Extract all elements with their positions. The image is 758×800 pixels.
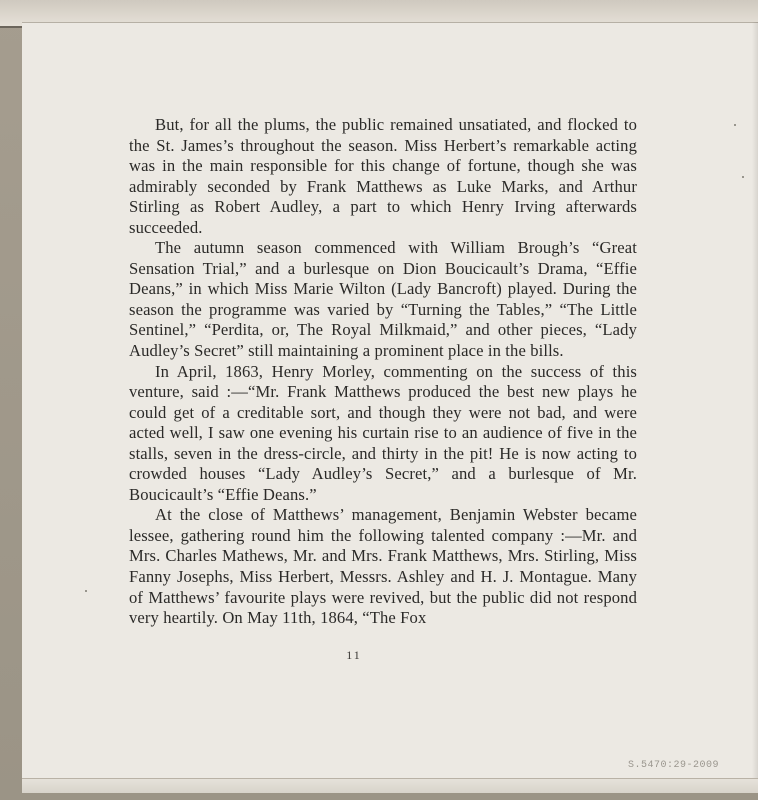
paragraph: The autumn season commenced with William Brough’s “Great Sensation Trial,” and a burlesque on Dion Boucicault’s Drama, “Effie Deans,” in which Miss Marie Wilton (Lady Bancroft) played. During the season the programme was varied by “Turning the Tables,” “The Little Sentinel,” “Perdita, or, The Royal Milkmaid,” and other pieces, “Lady Audley’s Secret” still maintaining a prominent place in the bills. xyxy=(129,238,637,361)
paper-speck xyxy=(742,176,744,178)
page-number: 11 xyxy=(346,648,362,662)
page-bottom-edge xyxy=(22,778,758,793)
paper-speck xyxy=(85,590,87,592)
paragraph: In April, 1863, Henry Morley, commenting on the success of this venture, said :—“Mr. Frank Matthews produced the best new plays he could get of a creditable sort, and though they were not bad, and were acted well, I saw one evening his curtain rise to an audience of five in the stalls, seven in the dress-circle, and thirty in the pit! He is now acting to crowded houses “Lady Audley’s Secret,” and a burlesque of Mr. Boucicault’s “Effie Deans.” xyxy=(129,361,637,504)
body-text xyxy=(129,115,637,629)
page-edge-shadow xyxy=(752,22,758,792)
book-page xyxy=(22,22,758,792)
paper-speck xyxy=(734,124,736,126)
paragraph: But, for all the plums, the public remained unsatiated, and flocked to the St. James’s throughout the season. Miss Herbert’s remarkable acting was in the main responsible for this change of fortune, though she was admirably seconded by Frank Matthews as Luke Marks, and Arthur Stirling as Robert Audley, a part to which Henry Irving afterwards succeeded. xyxy=(129,115,637,237)
accession-number: S.5470:29-2009 xyxy=(628,760,720,771)
paragraph: At the close of Matthews’ management, Benjamin Webster became lessee, gathering round him the following talented company :—Mr. and Mrs. Charles Mathews, Mr. and Mrs. Frank Matthews, Mrs. Stirling, Miss Fanny Josephs, Miss Herbert, Messrs. Ashley and H. J. Montague. Many of Matthews’ favourite plays were revived, but the public did not respond very heartily. On May 11th, 1864, “The Fox xyxy=(129,505,637,628)
